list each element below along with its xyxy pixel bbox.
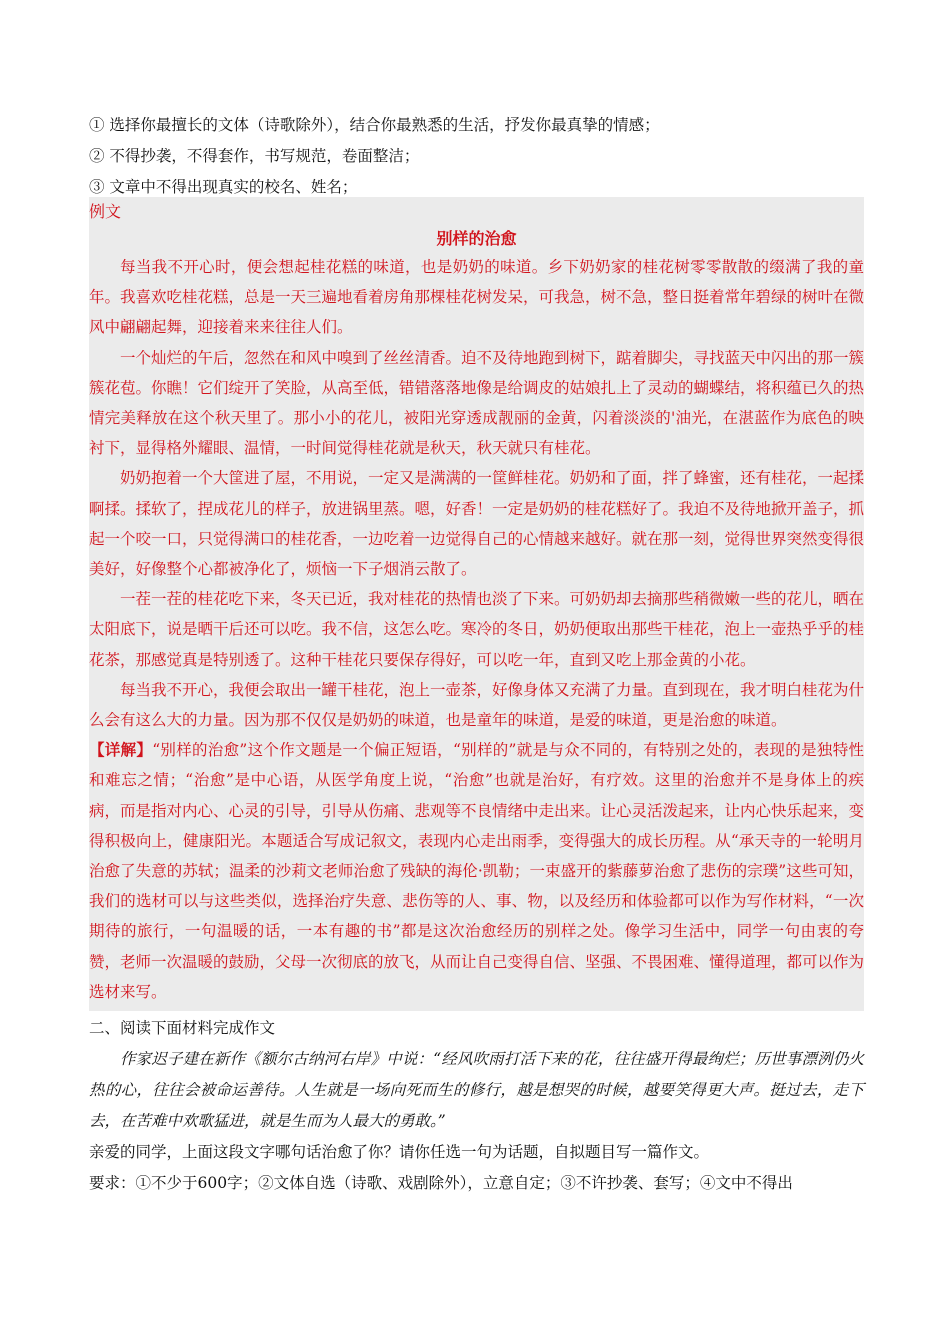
writing-prompt: 亲爱的同学，上面这段文字哪句话治愈了你？请你任选一句为话题，自拟题目写一篇作文。 [89,1143,710,1162]
essay-paragraph-5: 每当我不开心，我便会取出一罐干桂花，泡上一壶茶，好像身体又充满了力量。直到现在，我才明白桂花为什么会有这么大的力量。因为那不仅仅是奶奶的味道，也是童年的味道，是爱的味道，更是治愈的味道。 [89,680,865,730]
essay-paragraph-1: 每当我不开心时，便会想起桂花糕的味道，也是奶奶的味道。乡下奶奶家的桂花树零零散散的缀满了我的童年。我喜欢吃桂花糕，总是一天三遍地看着房角那棵桂花树发呆，可我急，树不急，整日挺着常年碧绿的树叶在微风中翩翩起舞，迎接着来来往往人们。 [89,258,865,337]
detail-label: 【详解】 [89,740,153,760]
essay-paragraph-3: 奶奶抱着一个大筐进了屋，不用说，一定又是满满的一筐鲜桂花。奶奶和了面，拌了蜂蜜，还有桂花，一起揉啊揉。揉软了，捏成花儿的样子，放进锅里蒸。嗯，好香！一定是奶奶的桂花糕好了。我迫不及待地掀开盖子，抓起一个咬一口，只觉得满口的桂花香，一边吃着一边觉得自己的心情越来越好。就在那一刻，觉得世界突然变得很美好，好像整个心都被净化了，烦恼一下子烟消云散了。 [89,469,865,579]
document-page [89,110,864,1199]
section-two-heading: 二、阅读下面材料完成作文 [89,1019,276,1038]
requirement-line-2: ② 不得抄袭，不得套作，书写规范，卷面整洁； [89,147,420,165]
detail-text: “别样的治愈”这个作文题是一个偏正短语，“别样的”就是与众不同的，有特别之处的，表现的是独特性和难忘之情；“治愈”是中心语，从医学角度上说，“治愈”也就是治好，有疗效。这里的治愈并不是身体上的疾病，而是指对内心、心灵的引导，引导从伤痛、悲观等不良情绪中走出来。让心灵活泼起来，让内心快乐起来，变得积极向上，健康阳光。本题适合写成记叙文，表现内心走出雨季，变得强大的成长历程。从“承天寺的一轮明月治愈了失意的苏轼；温柔的沙莉文老师治愈了残缺的海伦·凯勒；一束盛开的紫藤萝治愈了悲伤的宗璞”这些可知，我们的选材可以与这些类似，选择治疗失意、悲伤等的人、事、物，以及经历和体验都可以作为写作材料，“一次期待的旅行，一句温暖的话，一本有趣的书”都是这次治愈经历的别样之处。像学习生活中，同学一句由衷的夸赞，老师一次温暖的鼓励，父母一次彻底的放飞，从而让自己变得自信、坚强、不畏困难、懂得道理，都可以作为选材来写。 [89,741,865,1001]
essay-paragraph-4: 一茬一茬的桂花吃下来，冬天已近，我对桂花的热情也淡了下来。可奶奶却去摘那些稍微嫩一些的花儿，晒在太阳底下，说是晒干后还可以吃。我不信，这怎么吃。寒冷的冬日，奶奶便取出那些干桂花，泡上一壶热乎乎的桂花茶，那感觉真是特别透了。这种干桂花只要保存得好，可以吃一年，直到又吃上那金黄的小花。 [89,590,865,669]
requirement-line-3: ③ 文章中不得出现真实的校名、姓名； [89,178,358,196]
example-label: 例文 [89,202,122,221]
essay-title: 别样的治愈 [436,229,517,248]
requirement-line-1: ① 选择你最擅长的文体（诗歌除外），结合你最熟悉的生活，抒发你最真挚的情感； [89,116,660,134]
writing-requirement: 要求：①不少于600字；②文体自选（诗歌、戏剧除外），立意自定；③不许抄袭、套写；④文中不得出 [89,1174,793,1193]
material-quote: 作家迟子建在新作《额尔古纳河右岸》中说：“经风吹雨打活下来的花，往往盛开得最绚烂；历世事漂洌仍火热的心，往往会被命运善待。人生就是一场向死而生的修行，越是想哭的时候，越要笑得更大声。挺过去，走下去，在苦难中欢歌猛进，就是生而为人最大的勇敢。” [89,1050,864,1131]
essay-paragraph-2: 一个灿烂的午后，忽然在和风中嗅到了丝丝清香。迫不及待地跑到树下，踮着脚尖，寻找蓝天中闪出的那一簇簇花苞。你瞧！它们绽开了笑脸，从高至低，错错落落地像是给调皮的姑娘扎上了灵动的蝴蝶结，将积蕴已久的热情完美释放在这个秋天里了。那小小的花儿，被阳光穿透成靓丽的金黄，闪着淡淡的'油光，在湛蓝作为底色的映衬下，显得格外耀眼、温情，一时间觉得桂花就是秋天，秋天就只有桂花。 [89,348,865,458]
detail-paragraph [89,735,864,1007]
example-essay-block [89,197,864,1011]
